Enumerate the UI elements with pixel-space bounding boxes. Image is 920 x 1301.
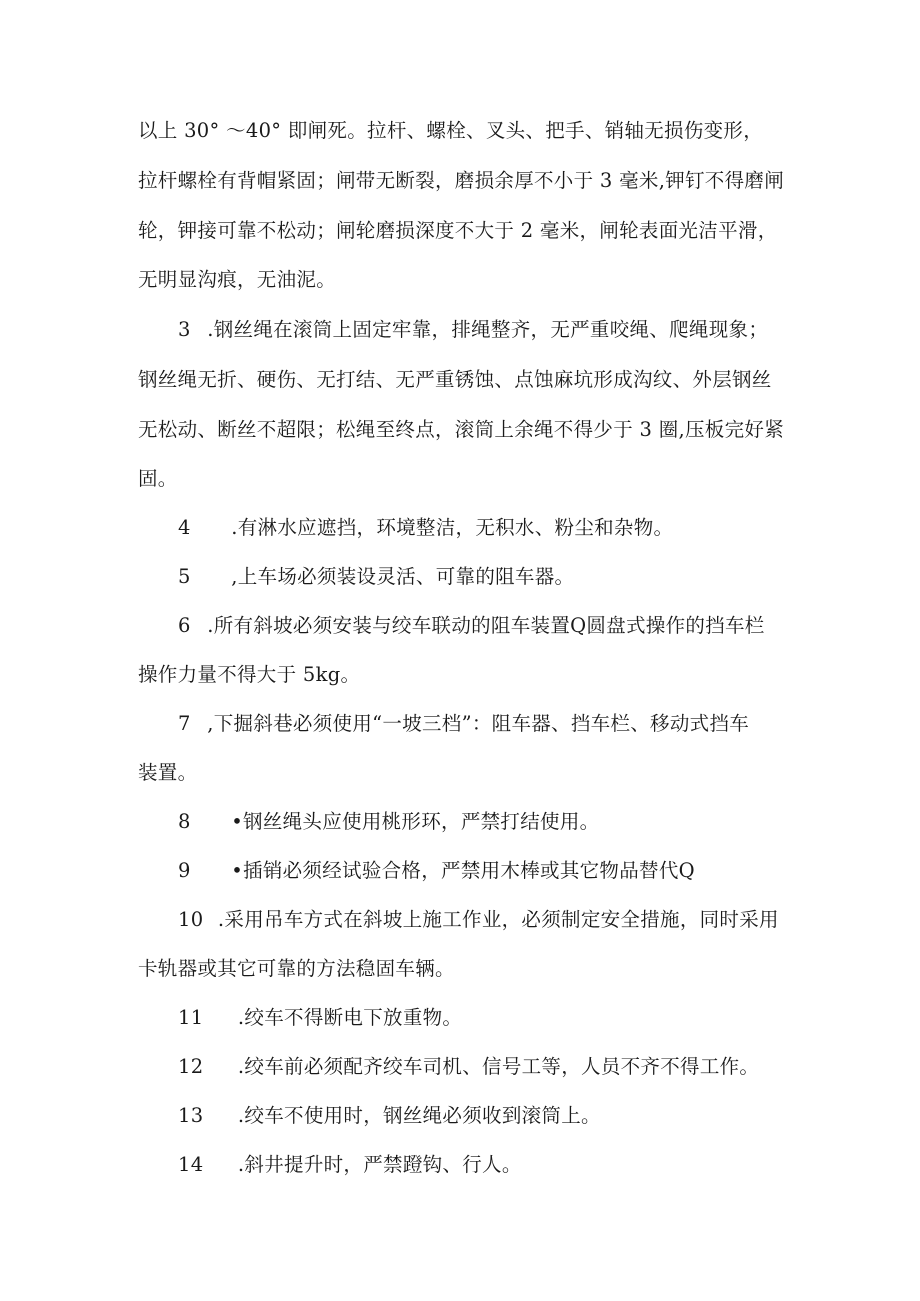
item-separator: . xyxy=(237,1055,245,1078)
item-separator: , xyxy=(231,565,238,588)
list-item-8 xyxy=(178,808,838,836)
item-number: 8 xyxy=(178,810,191,833)
item-number: 4 xyxy=(178,516,191,539)
item-separator: , xyxy=(207,712,214,735)
text-line: 无明显沟痕，无油泥。 xyxy=(138,268,337,291)
item-text: 钢丝绳头应使用桃形环，严禁打结使用。 xyxy=(243,810,600,833)
item-separator: . xyxy=(237,1104,245,1127)
list-item-9 xyxy=(178,857,838,885)
item-number: 7 xyxy=(178,712,191,735)
text-line: 以上 30° ～40° 即闸死。拉杆、螺栓、叉头、把手、销轴无损伤变形， xyxy=(138,119,764,142)
item-text: 钢丝绳在滚筒上固定牢靠，排绳整齐，无严重咬绳、爬绳现象； xyxy=(213,318,769,341)
item-text: 上车场必须装设灵活、可靠的阻车器。 xyxy=(237,565,575,588)
list-item-11 xyxy=(178,1004,838,1032)
item-number: 14 xyxy=(178,1153,204,1176)
item-separator: . xyxy=(231,516,238,539)
item-number: 5 xyxy=(178,565,191,588)
text-line: 钢丝绳无折、硬伤、无打结、无严重锈蚀、点蚀麻坑形成沟纹、外层钢丝 xyxy=(138,368,772,391)
list-item-3 xyxy=(178,316,838,344)
item-number: 9 xyxy=(178,859,191,882)
text-line: 装置。 xyxy=(138,761,198,784)
list-item-13 xyxy=(178,1102,838,1130)
item-text: 斜井提升时，严禁蹬钩、行人。 xyxy=(244,1153,522,1176)
item-text: 绞车不使用时，钢丝绳必须收到滚筒上。 xyxy=(244,1104,601,1127)
item-separator: • xyxy=(231,859,244,882)
text-line: 拉杆螺栓有背帽紧固；闸带无断裂，磨损余厚不小于 3 毫米,钾钉不得磨闸 xyxy=(138,169,785,192)
list-item-7 xyxy=(178,710,838,738)
item-separator: . xyxy=(217,908,225,931)
item-text: 绞车不得断电下放重物。 xyxy=(244,1006,463,1029)
text-line: 操作力量不得大于 5kg。 xyxy=(138,663,361,686)
list-item-6 xyxy=(178,612,838,640)
item-text: 绞车前必须配齐绞车司机、信号工等，人员不齐不得工作。 xyxy=(244,1055,760,1078)
item-text: 有淋水应遮挡，环境整洁，无积水、粉尘和杂物。 xyxy=(237,516,674,539)
text-line: 无松动、断丝不超限；松绳至终点，滚筒上余绳不得少于 3 圈,压板完好紧 xyxy=(138,418,785,441)
item-text: 下掘斜巷必须使用“一坡三档”：阻车器、挡车栏、移动式挡车 xyxy=(213,712,750,735)
list-item-10 xyxy=(178,906,838,934)
item-text: 所有斜坡必须安装与绞车联动的阻车装置Q圆盘式操作的挡车栏 xyxy=(213,614,765,637)
item-separator: . xyxy=(207,614,214,637)
item-separator: • xyxy=(231,810,244,833)
list-item-12 xyxy=(178,1053,838,1081)
list-item-14 xyxy=(178,1151,838,1179)
item-number: 13 xyxy=(178,1104,204,1127)
list-item-5 xyxy=(178,563,838,591)
item-number: 3 xyxy=(178,318,191,341)
item-number: 11 xyxy=(178,1006,204,1029)
item-separator: . xyxy=(237,1153,245,1176)
item-separator: . xyxy=(237,1006,245,1029)
text-line: 固。 xyxy=(138,467,178,490)
item-text: 插销必须经试验合格，严禁用木棒或其它物品替代Q xyxy=(243,859,695,882)
text-line: 轮，钾接可靠不松动；闸轮磨损深度不大于 2 毫米，闸轮表面光洁平滑， xyxy=(138,219,778,242)
item-number: 6 xyxy=(178,614,191,637)
item-text: 采用吊车方式在斜坡上施工作业，必须制定安全措施，同时采用 xyxy=(224,908,779,931)
item-number: 10 xyxy=(178,908,204,931)
text-line: 卡轨器或其它可靠的方法稳固车辆。 xyxy=(138,957,455,980)
item-number: 12 xyxy=(178,1055,204,1078)
list-item-4 xyxy=(178,514,838,542)
item-separator: . xyxy=(207,318,214,341)
